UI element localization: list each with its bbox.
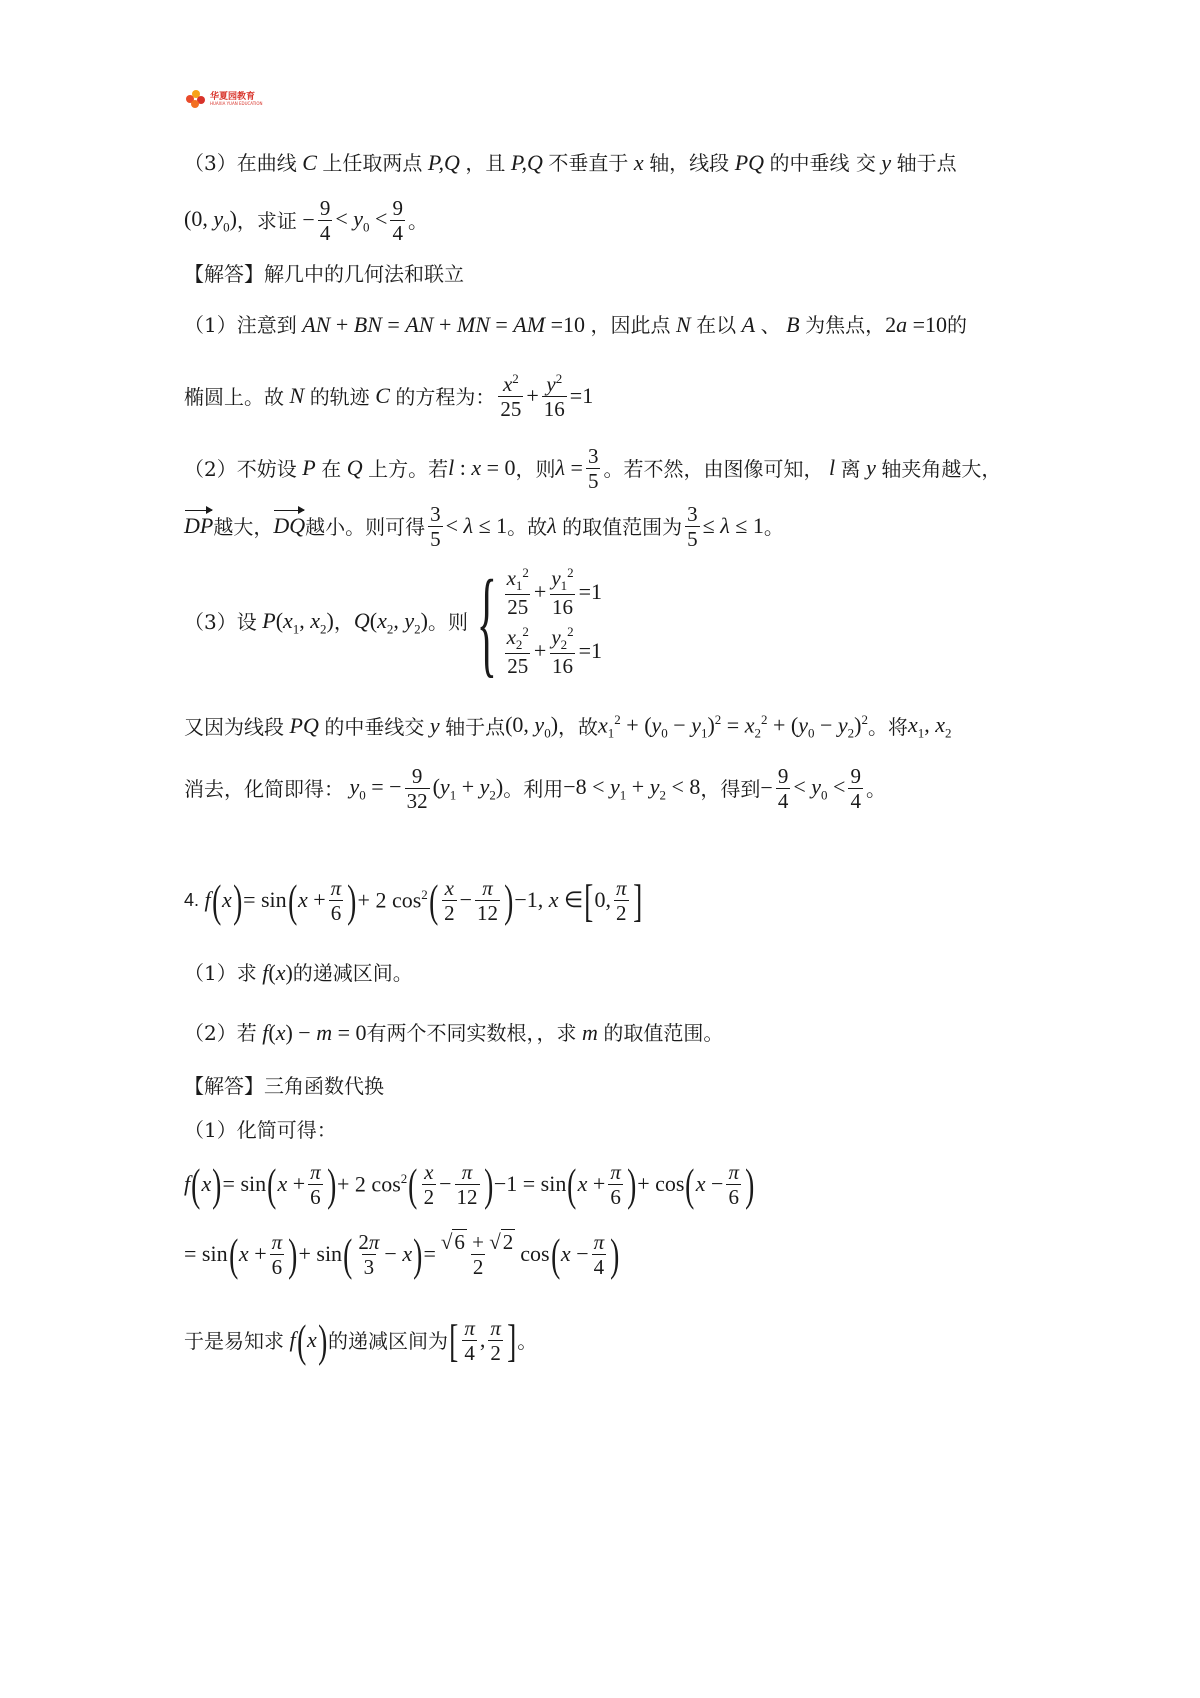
problem-4-part-2: （2）若 f(x) − m = 0 有两个不同实数根，，求 m 的取值范围。: [184, 1020, 724, 1046]
solution-header-1: 【解答】解几中的几何法和联立: [184, 262, 464, 286]
trig-equation-1: f ( x ) = sin ( x + $\frac{\pi}{6}$ ) + 2 $\cos^2$ ( $\frac{x}{2}$ − $\frac{\pi}{12}$ ) −1 = sin ( x + $\frac{\pi}{6}$ ) + cos ( x − $\frac{\pi}{6}$ ): [184, 1158, 755, 1210]
solution-3-line-3: 消去，化简即得： $y_0$ = − $\frac{9}{32}$ $(y_1 + y_2)$ 。利用 $-8 < y_1 + y_2 < 8$ ，得到 − $\frac{9}{4}$ < $y_0$ < $\frac{9}{4}$ 。: [184, 764, 886, 814]
logo-name: 华夏园教育: [210, 91, 256, 102]
solution-1-line-2: 椭圆上。故 N 的轨迹 C 的方程为： $\frac{x^2}{25}$ + $\frac{y^2}{16}$ =1: [184, 371, 594, 422]
logo-icon: [186, 90, 206, 108]
solution-3-line-1: （3）设 $P(x_1$, $x_2$) ， $Q(x_2$, $y_2$) 。则 { $\frac{x_1^2}{25}$ + $\frac{y_1^2}{16}$ =1 $\frac{x_2^2}{25}$ + $\frac{y_2^2}{16}$ =1: [184, 555, 603, 688]
solution-1-line-1: （1）注意到 AN + BN = AN + MN = AM =10 ，因此点 N 在以 A 、 B 为焦点， 2a =10 的: [184, 312, 967, 338]
solution-3-line-2: 又因为线段 PQ 的中垂线交 y 轴于点 (0, $y_0$) ，故 $x_1^2 + (y_0 - y_1)^2 = x_2^2 + (y_0 - y_2)^2$ 。将 $x_1$, $x_2$: [184, 712, 952, 741]
problem-4-part-1: （1）求 f(x) 的递减区间。: [184, 960, 413, 986]
brand-logo: [186, 90, 263, 108]
trig-equation-2: = sin ( x + $\frac{\pi}{6}$ ) + sin ( $\frac{2\pi}{3}$ − x ) = $\frac{√6 + √2}{2}$ cos ( x − $\frac{\pi}{4}$ ): [184, 1228, 620, 1280]
logo-subtitle: HUAXIA YUAN EDUCATION: [210, 100, 263, 106]
trig-step-1: （1）化简可得：: [184, 1118, 337, 1142]
solution-header-2: 【解答】三角函数代换: [184, 1074, 384, 1098]
problem-4-statement: 4. f ( x ) = sin ( x + $\frac{\pi}{6}$ ) + 2 $\cos^2$ ( $\frac{x}{2}$ − $\frac{\pi}{12}$ ) −1, x ∈ [ 0, $\frac{\pi}{2}$ ]: [184, 874, 642, 926]
trig-conclusion: 于是易知求 f ( x ) 的递减区间为 [ $\frac{\pi}{4}$ , $\frac{\pi}{2}$ ] 。: [184, 1314, 538, 1366]
problem-3-line-1: （3）在曲线 C 上任取两点 P,Q ，且 P,Q 不垂直于 x 轴，线段 PQ 的中垂线 交 y 轴于点: [184, 150, 957, 176]
solution-2-line-1: （2）不妨设 P 在 Q 上方。若 l : x = 0 ，则 λ = $\frac{3}{5}$ 。若不然，由图像可知， l 离 y 轴夹角越大，: [184, 444, 1002, 494]
problem-3-line-2: (0, $y_0$) ，求证 − $\frac{9}{4}$ < $y_0$ < $\frac{9}{4}$ 。: [184, 196, 428, 246]
solution-2-line-2: DP 越大， DQ 越小。则可得 $\frac{3}{5}$ < λ ≤ 1 。故 λ 的取值范围为 $\frac{3}{5}$ ≤ λ ≤ 1 。: [184, 502, 784, 552]
